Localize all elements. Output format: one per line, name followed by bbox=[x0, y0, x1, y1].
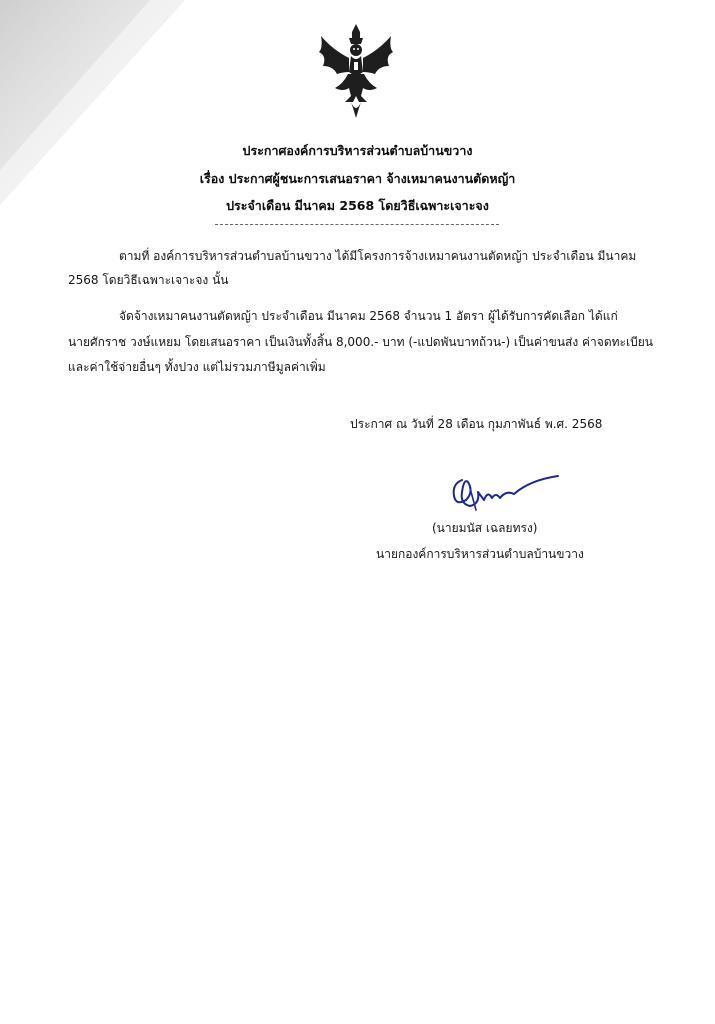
announcement-period: ประจำเดือน มีนาคม 2568 โดยวิธีเฉพาะเจาะจง bbox=[226, 198, 489, 213]
garuda-emblem bbox=[315, 22, 397, 122]
paragraph-2-line-1: จัดจ้างเหมาคนงานตัดหญ้า ประจำเดือน มีนาคม 2568 จำนวน 1 อัตรา ผู้ได้รับการคัดเลือก ได้แก่ bbox=[119, 309, 618, 323]
paragraph-1-line-2: 2568 โดยวิธีเฉพาะเจาะจง นั้น bbox=[68, 273, 229, 287]
signatory-title: นายกองค์การบริหารส่วนตำบลบ้านขวาง bbox=[376, 547, 584, 561]
header-divider bbox=[215, 224, 499, 225]
signatory-name: (นายมนัส เฉลยทรง) bbox=[432, 521, 538, 535]
paragraph-2-line-2: นายศักราช วงษ์แหยม โดยเสนอราคา เป็นเงินทั้งสิ้น 8,000.- บาท (-แปดพันบาทถ้วน-) เป็นค่าขนส่ง ค่าจดทะเบียน bbox=[68, 335, 653, 349]
announcement-date: ประกาศ ณ วันที่ 28 เดือน กุมภาพันธ์ พ.ศ. 2568 bbox=[350, 417, 603, 431]
signature-image bbox=[440, 470, 570, 515]
paragraph-1-line-1: ตามที่ องค์การบริหารส่วนตำบลบ้านขวาง ได้มีโครงการจ้างเหมาคนงานตัดหญ้า ประจำเดือน มีนาคม bbox=[119, 249, 637, 263]
announcement-subject: เรื่อง ประกาศผู้ชนะการเสนอราคา จ้างเหมาคนงานตัดหญ้า bbox=[199, 171, 516, 186]
announcement-title: ประกาศองค์การบริหารส่วนตำบลบ้านขวาง bbox=[242, 143, 473, 158]
paragraph-2-line-3: และค่าใช้จ่ายอื่นๆ ทั้งปวง แต่ไม่รวมภาษีมูลค่าเพิ่ม bbox=[68, 360, 326, 374]
